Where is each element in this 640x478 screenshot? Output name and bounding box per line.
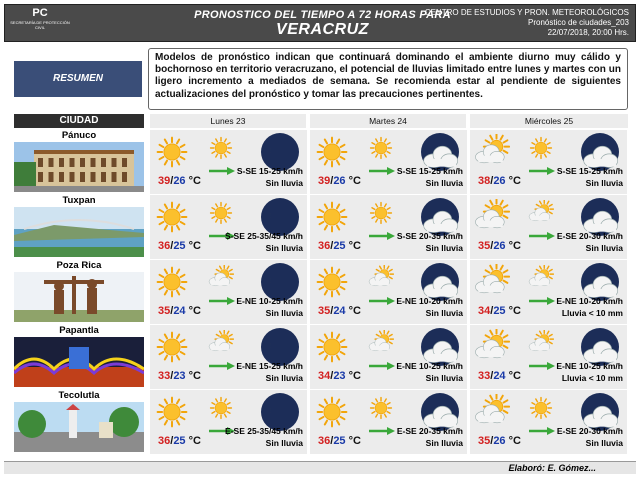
wind-arrow-icon bbox=[208, 162, 236, 170]
wind-forecast: E-NE 15-25 km/h bbox=[236, 361, 303, 371]
city-name: Papantla bbox=[59, 325, 99, 336]
forecast-cell bbox=[470, 195, 628, 259]
sun-cloud-icon bbox=[368, 330, 394, 356]
temp-min: 26 bbox=[333, 175, 346, 187]
sun-icon bbox=[208, 200, 234, 226]
city-photo bbox=[14, 272, 144, 322]
rain-forecast: Sin lluvia bbox=[425, 178, 463, 188]
wind-forecast: S-SE 25-35/45 km/h bbox=[225, 231, 303, 241]
day-header: Miércoles 25 bbox=[470, 114, 628, 128]
rain-forecast: Sin lluvia bbox=[265, 178, 303, 188]
wind-forecast: S-SE 20-35 km/h bbox=[396, 231, 463, 241]
sun-icon bbox=[528, 395, 554, 421]
temperature-range: 36/25 °C bbox=[158, 240, 201, 252]
temp-min: 24 bbox=[493, 370, 506, 382]
temp-max: 33 bbox=[158, 370, 171, 382]
temp-max: 36 bbox=[158, 240, 171, 252]
forecast-cell bbox=[310, 260, 468, 324]
summary-label: RESUMEN bbox=[14, 61, 142, 97]
temperature-range: 33/23 °C bbox=[158, 370, 201, 382]
wind-arrow-icon bbox=[528, 422, 556, 430]
temp-min: 26 bbox=[173, 175, 186, 187]
rain-forecast: Sin lluvia bbox=[585, 438, 623, 448]
temp-max: 34 bbox=[318, 370, 331, 382]
wind-arrow-icon bbox=[368, 227, 396, 235]
temp-min: 26 bbox=[493, 435, 506, 447]
city-photo bbox=[14, 402, 144, 452]
sun-icon bbox=[154, 329, 190, 365]
wind-arrow-icon bbox=[208, 292, 236, 300]
temp-min: 25 bbox=[333, 435, 346, 447]
sun-cloud-icon bbox=[208, 265, 234, 291]
temp-max: 33 bbox=[478, 370, 491, 382]
sun-icon bbox=[208, 395, 234, 421]
sun-icon bbox=[208, 135, 234, 161]
summary-text: Modelos de pronóstico indican que continuará dominando el ambiente diurno muy cálido y bochornoso en territorio veracruzano, el potencial de lluvias limitado entre lunes y martes con un ligero incremento a mediados de semana. Se recomienda estar al pendiente de siguientes actualizaciones del pronóstico y tomar las precauciones pertinentes. bbox=[148, 48, 628, 110]
wind-forecast: E-SE 20-30 km/h bbox=[556, 426, 623, 436]
wind-arrow-icon bbox=[528, 162, 556, 170]
temperature-range: 35/24 °C bbox=[158, 305, 201, 317]
rain-forecast: Sin lluvia bbox=[265, 438, 303, 448]
rain-forecast: Sin lluvia bbox=[265, 243, 303, 253]
temp-max: 38 bbox=[478, 175, 491, 187]
temp-max: 36 bbox=[318, 240, 331, 252]
header-bar bbox=[4, 4, 636, 42]
city-name: Tecolutla bbox=[58, 390, 100, 401]
city-photo bbox=[14, 337, 144, 387]
sun-cloud-icon bbox=[368, 265, 394, 291]
forecast-cell bbox=[310, 130, 468, 194]
rain-forecast: Sin lluvia bbox=[425, 373, 463, 383]
forecast-cell bbox=[150, 130, 308, 194]
city-name: Poza Rica bbox=[56, 260, 102, 271]
wind-forecast: E-NE 10-20 km/h bbox=[396, 296, 463, 306]
sun-cloud-icon bbox=[474, 134, 510, 170]
rain-forecast: Sin lluvia bbox=[585, 178, 623, 188]
rain-forecast: Sin lluvia bbox=[585, 243, 623, 253]
sun-cloud-icon bbox=[528, 330, 554, 356]
wind-arrow-icon bbox=[528, 292, 556, 300]
temperature-range: 38/26 °C bbox=[478, 175, 521, 187]
wind-forecast: E-NE 10-20 km/h bbox=[556, 296, 623, 306]
temperature-range: 36/25 °C bbox=[318, 240, 361, 252]
temp-min: 23 bbox=[173, 370, 186, 382]
day-header: Martes 24 bbox=[310, 114, 466, 128]
forecast-cell bbox=[150, 390, 308, 454]
logo-text: PC bbox=[32, 7, 48, 19]
sun-icon bbox=[314, 329, 350, 365]
wind-forecast: S-SE 15-25 km/h bbox=[396, 166, 463, 176]
temp-min: 25 bbox=[173, 240, 186, 252]
forecast-cell bbox=[470, 130, 628, 194]
temperature-range: 39/26 °C bbox=[318, 175, 361, 187]
temperature-range: 33/24 °C bbox=[478, 370, 521, 382]
temperature-range: 34/25 °C bbox=[478, 305, 521, 317]
temperature-range: 36/25 °C bbox=[318, 435, 361, 447]
sun-icon bbox=[314, 199, 350, 235]
forecast-cell bbox=[470, 260, 628, 324]
sun-cloud-icon bbox=[474, 264, 510, 300]
temp-min: 24 bbox=[333, 305, 346, 317]
wind-forecast: E-SE 25-35/45 km/h bbox=[225, 426, 303, 436]
title-line1: PRONOSTICO DEL TIEMPO A 72 HORAS PARA bbox=[194, 9, 451, 21]
rain-forecast: Sin lluvia bbox=[265, 308, 303, 318]
logo-subtext: SECRETARÍA DE PROTECCIÓN CIVIL bbox=[10, 20, 70, 30]
sun-cloud-icon bbox=[474, 394, 510, 430]
sun-cloud-icon bbox=[474, 329, 510, 365]
temp-min: 25 bbox=[173, 435, 186, 447]
wind-forecast: S-SE 15-25 km/h bbox=[236, 166, 303, 176]
header-meta bbox=[425, 8, 629, 38]
sun-icon bbox=[314, 264, 350, 300]
forecast-cell bbox=[150, 260, 308, 324]
temp-max: 35 bbox=[158, 305, 171, 317]
temp-max: 35 bbox=[478, 435, 491, 447]
rain-forecast: Sin lluvia bbox=[425, 438, 463, 448]
sun-icon bbox=[154, 394, 190, 430]
wind-forecast: E-NE 10-25 km/h bbox=[396, 361, 463, 371]
sun-icon bbox=[154, 199, 190, 235]
rain-forecast: Sin lluvia bbox=[425, 243, 463, 253]
sun-icon bbox=[368, 200, 394, 226]
wind-forecast: E-NE 10-25 km/h bbox=[236, 296, 303, 306]
sun-icon bbox=[368, 135, 394, 161]
pc-logo bbox=[9, 7, 71, 41]
wind-forecast: E-SE 20-30 km/h bbox=[556, 231, 623, 241]
wind-arrow-icon bbox=[368, 162, 396, 170]
sun-icon bbox=[314, 394, 350, 430]
sun-icon bbox=[154, 134, 190, 170]
issue-datetime: 22/07/2018, 20:00 Hrs. bbox=[547, 28, 629, 37]
temperature-range: 35/24 °C bbox=[318, 305, 361, 317]
rain-forecast: Sin lluvia bbox=[425, 308, 463, 318]
temp-max: 34 bbox=[478, 305, 491, 317]
temp-max: 39 bbox=[318, 175, 331, 187]
city-tecolutla bbox=[14, 390, 144, 452]
forecast-cell bbox=[470, 390, 628, 454]
temperature-range: 34/23 °C bbox=[318, 370, 361, 382]
temp-max: 35 bbox=[318, 305, 331, 317]
title-line2: VERACRUZ bbox=[276, 21, 369, 38]
temperature-range: 36/25 °C bbox=[158, 435, 201, 447]
wind-arrow-icon bbox=[368, 422, 396, 430]
wind-arrow-icon bbox=[368, 292, 396, 300]
city-photo bbox=[14, 142, 144, 192]
wind-forecast: S-SE 15-25 km/h bbox=[556, 166, 623, 176]
rain-forecast: Sin lluvia bbox=[265, 373, 303, 383]
forecast-cell bbox=[310, 195, 468, 259]
wind-forecast: E-NE 10-25 km/h bbox=[556, 361, 623, 371]
author-credit: Elaboró: E. Gómez... bbox=[508, 463, 596, 473]
rain-forecast: Lluvia < 10 mm bbox=[561, 308, 623, 318]
sun-icon bbox=[314, 134, 350, 170]
temp-max: 36 bbox=[318, 435, 331, 447]
temp-min: 23 bbox=[333, 370, 346, 382]
temperature-range: 39/26 °C bbox=[158, 175, 201, 187]
city-pozarica bbox=[14, 260, 144, 322]
wind-arrow-icon bbox=[528, 227, 556, 235]
wind-arrow-icon bbox=[368, 357, 396, 365]
forecast-cell bbox=[150, 195, 308, 259]
wind-forecast: E-SE 20-35 km/h bbox=[396, 426, 463, 436]
rain-forecast: Lluvia < 10 mm bbox=[561, 373, 623, 383]
temperature-range: 35/26 °C bbox=[478, 435, 521, 447]
city-photo bbox=[14, 207, 144, 257]
city-tuxpan bbox=[14, 195, 144, 257]
forecast-cell bbox=[310, 325, 468, 389]
temp-min: 26 bbox=[493, 175, 506, 187]
temp-min: 26 bbox=[493, 240, 506, 252]
city-pnuco bbox=[14, 130, 144, 192]
product-name: Pronóstico de ciudades_203 bbox=[528, 18, 629, 27]
city-papantla bbox=[14, 325, 144, 387]
sun-cloud-icon bbox=[474, 199, 510, 235]
city-name: Tuxpan bbox=[62, 195, 96, 206]
city-column-header: CIUDAD bbox=[14, 114, 144, 128]
sun-icon bbox=[154, 264, 190, 300]
temp-min: 25 bbox=[333, 240, 346, 252]
temp-min: 25 bbox=[493, 305, 506, 317]
sun-cloud-icon bbox=[528, 200, 554, 226]
forecast-cell bbox=[470, 325, 628, 389]
agency-name: CENTRO DE ESTUDIOS Y PRON. METEOROLÓGICOS bbox=[424, 8, 629, 17]
day-header: Lunes 23 bbox=[150, 114, 306, 128]
wind-arrow-icon bbox=[208, 357, 236, 365]
sun-cloud-icon bbox=[528, 265, 554, 291]
sun-icon bbox=[368, 395, 394, 421]
temperature-range: 35/26 °C bbox=[478, 240, 521, 252]
temp-max: 39 bbox=[158, 175, 171, 187]
sun-cloud-icon bbox=[208, 330, 234, 356]
wind-arrow-icon bbox=[528, 357, 556, 365]
city-name: Pánuco bbox=[61, 130, 97, 141]
forecast-cell bbox=[310, 390, 468, 454]
sun-icon bbox=[528, 135, 554, 161]
footer-bar bbox=[4, 461, 636, 474]
forecast-cell bbox=[150, 325, 308, 389]
temp-max: 35 bbox=[478, 240, 491, 252]
temp-min: 24 bbox=[173, 305, 186, 317]
temp-max: 36 bbox=[158, 435, 171, 447]
